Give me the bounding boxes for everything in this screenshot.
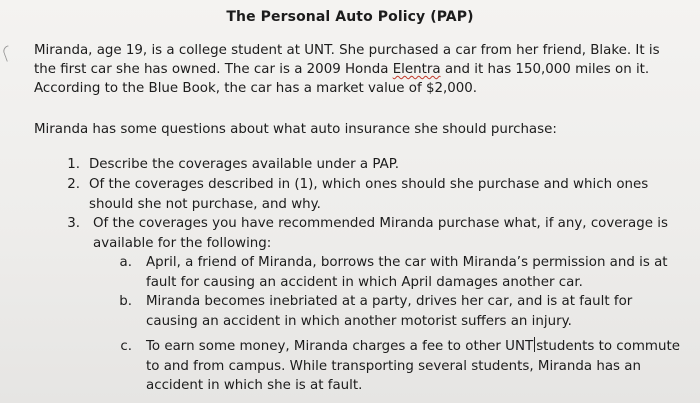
intro-text-start: Miranda, age 19, is a college student at UNT. She purchased a car from her friend, Blake. It is the first car she has owned. The car is a 2009 Honda [34,43,660,77]
sub-list-item-letter: a. [119,255,132,270]
list-item-number: 2. [67,177,80,192]
sub-list-item-letter: b. [119,294,132,309]
spellcheck-flagged-word[interactable]: Elentra [392,62,441,77]
intro-text-end: and it has 150,000 miles on it. According to the Blue Book, the car has a market value of $2,000. [34,62,650,96]
document-title: The Personal Auto Policy (PAP) [226,9,474,25]
question-lead: Miranda has some questions about what auto insurance she should purchase: [34,122,557,137]
list-item-text: Of the coverages described in (1), which ones should she purchase and which ones should she not purchase, and why. [89,177,649,212]
sub-list-item-text: April, a friend of Miranda, borrows the car with Miranda’s permission and is at fault for causing an accident in which April damages another car. [146,255,668,290]
page-edge-mark [2,45,14,61]
intro-paragraph [34,41,684,98]
list-item-number: 3. [67,216,80,231]
list-item-text: Of the coverages you have recommended Miranda purchase what, if any, coverage is available for the following: [93,216,668,251]
list-item-text: Describe the coverages available under a PAP. [89,157,399,172]
sub-list-item-letter: c. [120,339,132,354]
sub-list-item-text[interactable] [146,337,686,396]
sub-list-item-text-start: To earn some money, Miranda charges a fee to other UNT [146,339,534,354]
list-item-number: 1. [67,157,80,172]
sub-list-item-text-end: students to commute to and from campus. While transporting several students, Miranda has an accident in which she is at fault. [146,339,680,393]
sub-list-item-text: Miranda becomes inebriated at a party, drives her car, and is at fault for causing an accident in which another motorist suffers an injury. [146,294,633,329]
